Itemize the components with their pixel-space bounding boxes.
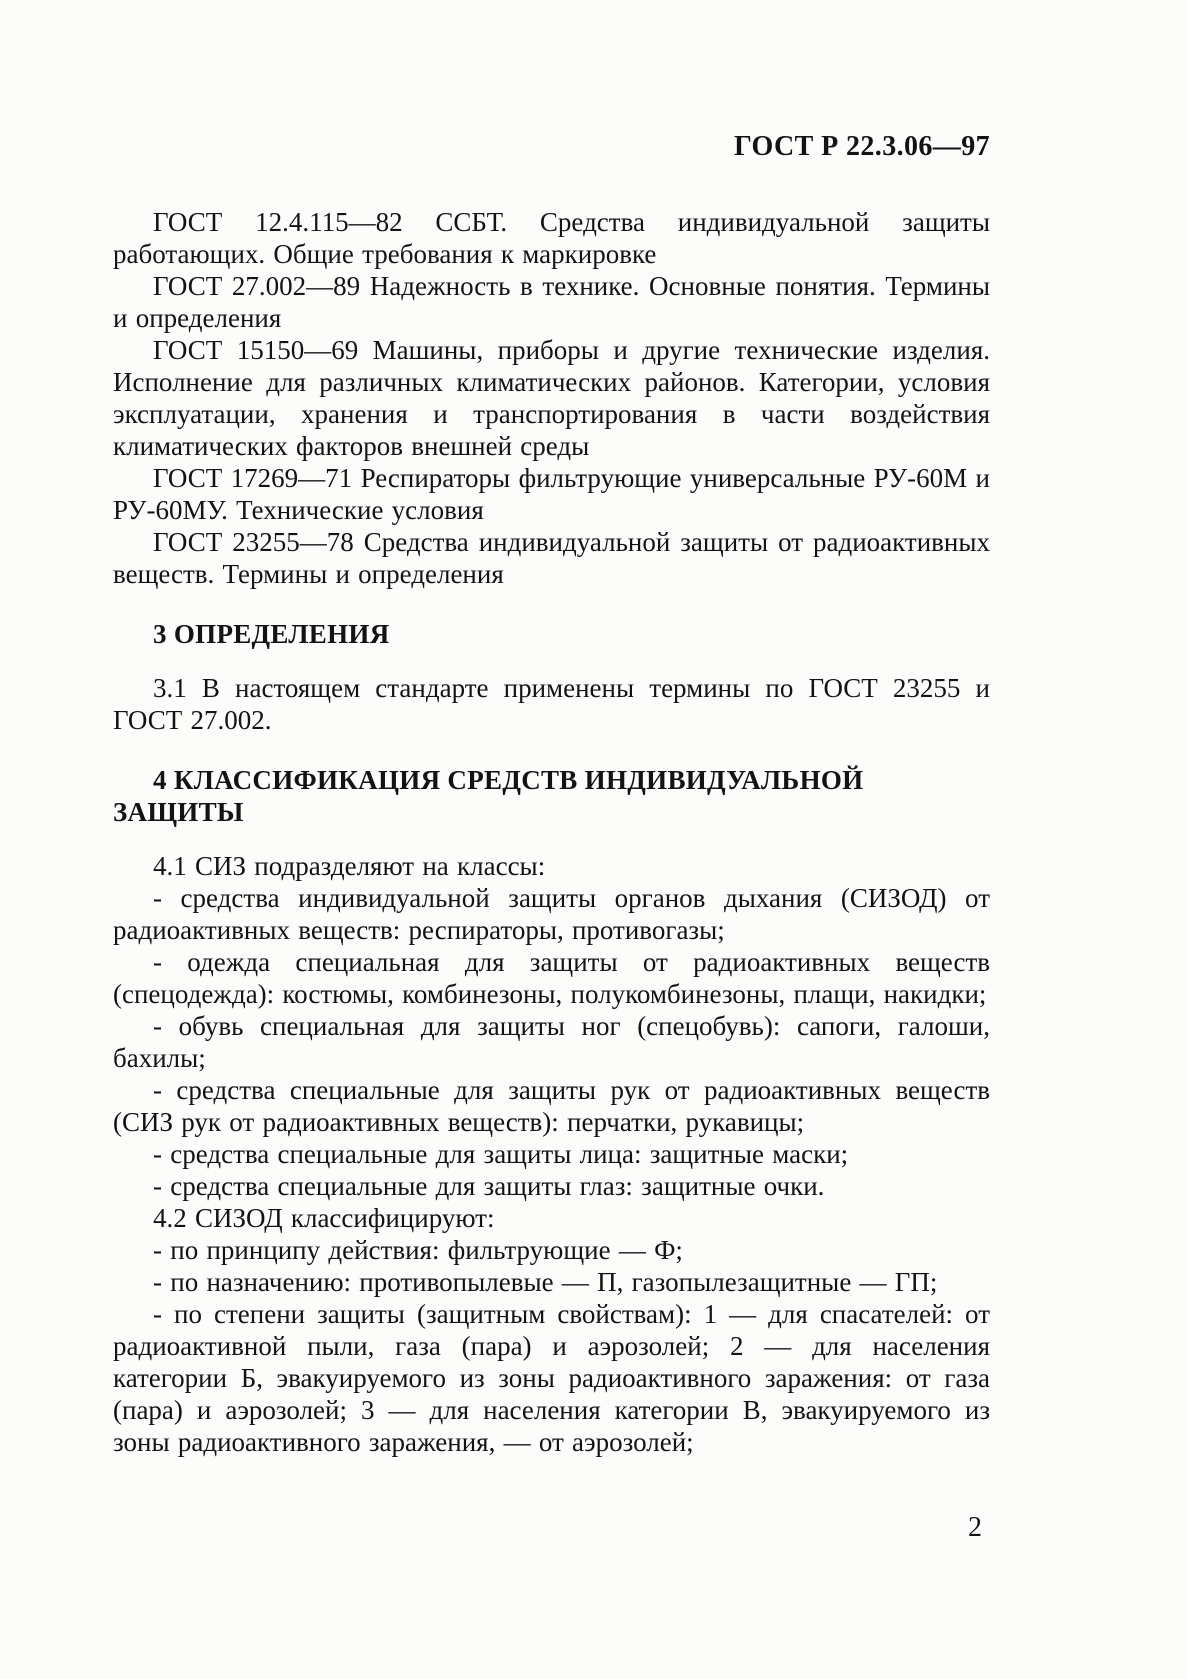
classification-section (113, 850, 990, 1458)
section-4-list-item: - средства специальные для защиты рук от радиоактивных веществ (СИЗ рук от радиоактивных веществ): перчатки, рукавицы; (113, 1075, 990, 1137)
section-4-paragraph: 4.1 СИЗ подразделяют на классы: (153, 851, 546, 881)
section-4-heading: 4 КЛАССИФИКАЦИЯ СРЕДСТВ ИНДИВИДУАЛЬНОЙ ЗАЩИТЫ (113, 765, 864, 827)
section-4-list-item: - по назначению: противопылевые — П, газопылезащитные — ГП; (153, 1267, 938, 1297)
page-number: 2 (968, 1512, 982, 1543)
section-4-list-item: - средства специальные для защиты глаз: защитные очки. (153, 1171, 825, 1201)
normative-references-section (113, 206, 990, 590)
section-4-paragraph: 4.2 СИЗОД классифицируют: (153, 1203, 495, 1233)
reference-paragraph: ГОСТ 15150—69 Машины, приборы и другие технические изделия. Исполнение для различных климатических районов. Категории, условия эксплуатации, хранения и транспортирования в части воздействия климатических факторов внешней среды (113, 335, 990, 461)
definitions-section (113, 672, 990, 736)
section-4-list-item: - средства специальные для защиты лица: защитные маски; (153, 1139, 849, 1169)
section-3-heading: 3 ОПРЕДЕЛЕНИЯ (153, 619, 390, 649)
section-4-list-item: - одежда специальная для защиты от радиоактивных веществ (спецодежда): костюмы, комбинезоны, полукомбинезоны, плащи, накидки; (113, 947, 990, 1009)
reference-paragraph: ГОСТ 12.4.115—82 ССБТ. Средства индивидуальной защиты работающих. Общие требования к маркировке (113, 207, 990, 269)
section-3-paragraph: 3.1 В настоящем стандарте применены термины по ГОСТ 23255 и ГОСТ 27.002. (113, 673, 990, 735)
reference-paragraph: ГОСТ 27.002—89 Надежность в технике. Основные понятия. Термины и определения (113, 271, 990, 333)
reference-paragraph: ГОСТ 17269—71 Респираторы фильтрующие универсальные РУ-60М и РУ-60МУ. Технические условия (113, 463, 990, 525)
reference-paragraph: ГОСТ 23255—78 Средства индивидуальной защиты от радиоактивных веществ. Термины и определения (113, 527, 990, 589)
section-4-list-item: - по степени защиты (защитным свойствам): 1 — для спасателей: от радиоактивной пыли, газа (пара) и аэрозолей; 2 — для населения категории Б, эвакуируемого из зоны радиоактивного заражения: от газа (пара) и аэрозолей; 3 — для населения категории В, эвакуируемого из зоны радиоактивного заражения, — от аэрозолей; (113, 1299, 990, 1457)
section-4-list-item: - средства индивидуальной защиты органов дыхания (СИЗОД) от радиоактивных веществ: респираторы, противогазы; (113, 883, 990, 945)
document-code-header: ГОСТ Р 22.3.06—97 (733, 131, 990, 162)
document-page (113, 130, 990, 1458)
section-4-list-item: - обувь специальная для защиты ног (спецобувь): сапоги, галоши, бахилы; (113, 1011, 990, 1073)
section-4-list-item: - по принципу действия: фильтрующие — Ф; (153, 1235, 683, 1265)
